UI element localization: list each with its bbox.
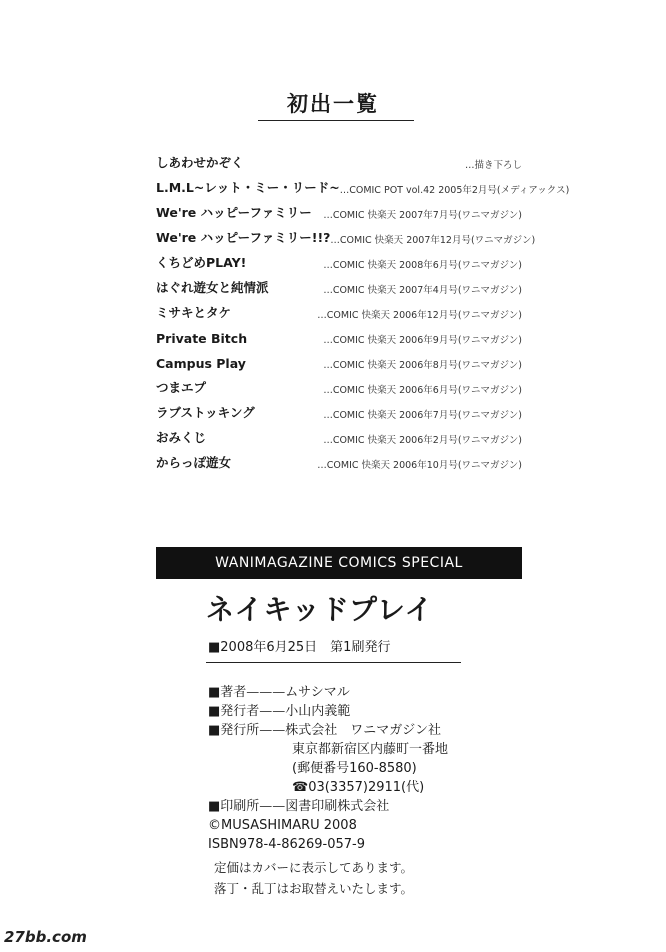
- series-banner: WANIMAGAZINE COMICS SPECIAL: [156, 547, 522, 579]
- publisher-label: ■発行者: [208, 704, 260, 719]
- work-source: …COMIC 快楽天 2006年7月号(ワニマガジン): [323, 410, 522, 421]
- author-label: ■著者: [208, 685, 247, 700]
- work-source: …描き下ろし: [464, 160, 522, 171]
- first-appearance-list: [156, 146, 570, 471]
- list-item: [156, 446, 522, 471]
- list-item: [156, 196, 522, 221]
- author-name: ムサシマル: [285, 685, 350, 700]
- printer-line: [208, 797, 448, 816]
- work-source: …COMIC POT vol.42 2005年2月号(メディアックス): [339, 185, 570, 196]
- list-item: [156, 271, 522, 296]
- list-item: [156, 421, 522, 446]
- work-title: ラブストッキング: [156, 405, 255, 420]
- list-item: [156, 346, 522, 371]
- office-address: 東京都新宿区内藤町一番地: [292, 742, 449, 757]
- work-source: …COMIC 快楽天 2007年12月号(ワニマガジン): [330, 235, 536, 246]
- price-note: 定価はカバーに表示してあります。: [214, 860, 414, 875]
- publication-date: ■2008年6月25日 第1刷発行: [208, 640, 391, 655]
- publisher-name: 小山内義範: [285, 704, 351, 719]
- work-title: ミサキとタケ: [156, 305, 232, 320]
- work-source: …COMIC 快楽天 2006年10月号(ワニマガジン): [317, 460, 522, 471]
- office-name: 株式会社 ワニマガジン社: [285, 723, 441, 738]
- list-item: [156, 171, 570, 196]
- publication-info: [208, 683, 448, 854]
- list-item: [156, 321, 522, 346]
- work-source: …COMIC 快楽天 2006年9月号(ワニマガジン): [323, 335, 522, 346]
- work-title: Campus Play: [156, 356, 246, 371]
- printer-name: 図書印刷株式会社: [285, 799, 390, 814]
- phone-number: ☎03(3357)2911(代): [292, 780, 425, 795]
- isbn: ISBN978-4-86269-057-9: [208, 837, 366, 852]
- list-item: [156, 371, 522, 396]
- work-source: …COMIC 快楽天 2007年4月号(ワニマガジン): [323, 285, 522, 296]
- work-source: …COMIC 快楽天 2008年6月号(ワニマガジン): [323, 260, 522, 271]
- work-title: しあわせかぞく: [156, 155, 244, 170]
- copyright: ©MUSASHIMARU 2008: [208, 818, 357, 833]
- list-item: [156, 146, 522, 171]
- work-source: …COMIC 快楽天 2006年2月号(ワニマガジン): [323, 435, 522, 446]
- leader-dash: ———: [246, 685, 286, 700]
- printer-label: ■印刷所: [208, 799, 260, 814]
- work-title: Private Bitch: [156, 331, 248, 346]
- date-divider: [206, 662, 461, 663]
- work-source: …COMIC 快楽天 2006年12月号(ワニマガジン): [317, 310, 522, 321]
- leader-dash: ——: [259, 704, 286, 719]
- heading-underline: [258, 120, 414, 121]
- work-title: We're ハッピーファミリー!!?: [156, 230, 331, 245]
- work-source: …COMIC 快楽天 2006年8月号(ワニマガジン): [323, 360, 522, 371]
- replacement-note: 落丁・乱丁はお取替えいたします。: [214, 881, 414, 896]
- site-watermark: 27bb.com: [4, 928, 87, 946]
- author-line: [208, 683, 448, 702]
- office-line: [208, 721, 448, 740]
- work-title: おみくじ: [156, 430, 207, 445]
- office-label: ■発行所: [208, 723, 260, 738]
- work-source: …COMIC 快楽天 2006年6月号(ワニマガジン): [323, 385, 522, 396]
- work-title: からっぽ遊女: [156, 455, 232, 470]
- publisher-line: [208, 702, 448, 721]
- postal-code: (郵便番号160-8580): [292, 761, 417, 776]
- book-title: ネイキッドプレイ: [206, 593, 434, 626]
- work-source: …COMIC 快楽天 2007年7月号(ワニマガジン): [323, 210, 522, 221]
- work-title: つまエプ: [156, 380, 207, 395]
- list-item: [156, 396, 522, 421]
- list-item: [156, 296, 522, 321]
- work-title: L.M.L~レット・ミー・リード~: [156, 180, 340, 195]
- work-title: くちどめPLAY!: [156, 255, 247, 270]
- list-item: [156, 246, 522, 271]
- work-title: We're ハッピーファミリー: [156, 205, 312, 220]
- list-item: [156, 221, 536, 246]
- leader-dash: ——: [259, 723, 286, 738]
- price-notes: [214, 857, 413, 899]
- first-appearance-heading: 初出一覧: [287, 92, 379, 116]
- leader-dash: ——: [259, 799, 286, 814]
- work-title: はぐれ遊女と純情派: [156, 280, 269, 295]
